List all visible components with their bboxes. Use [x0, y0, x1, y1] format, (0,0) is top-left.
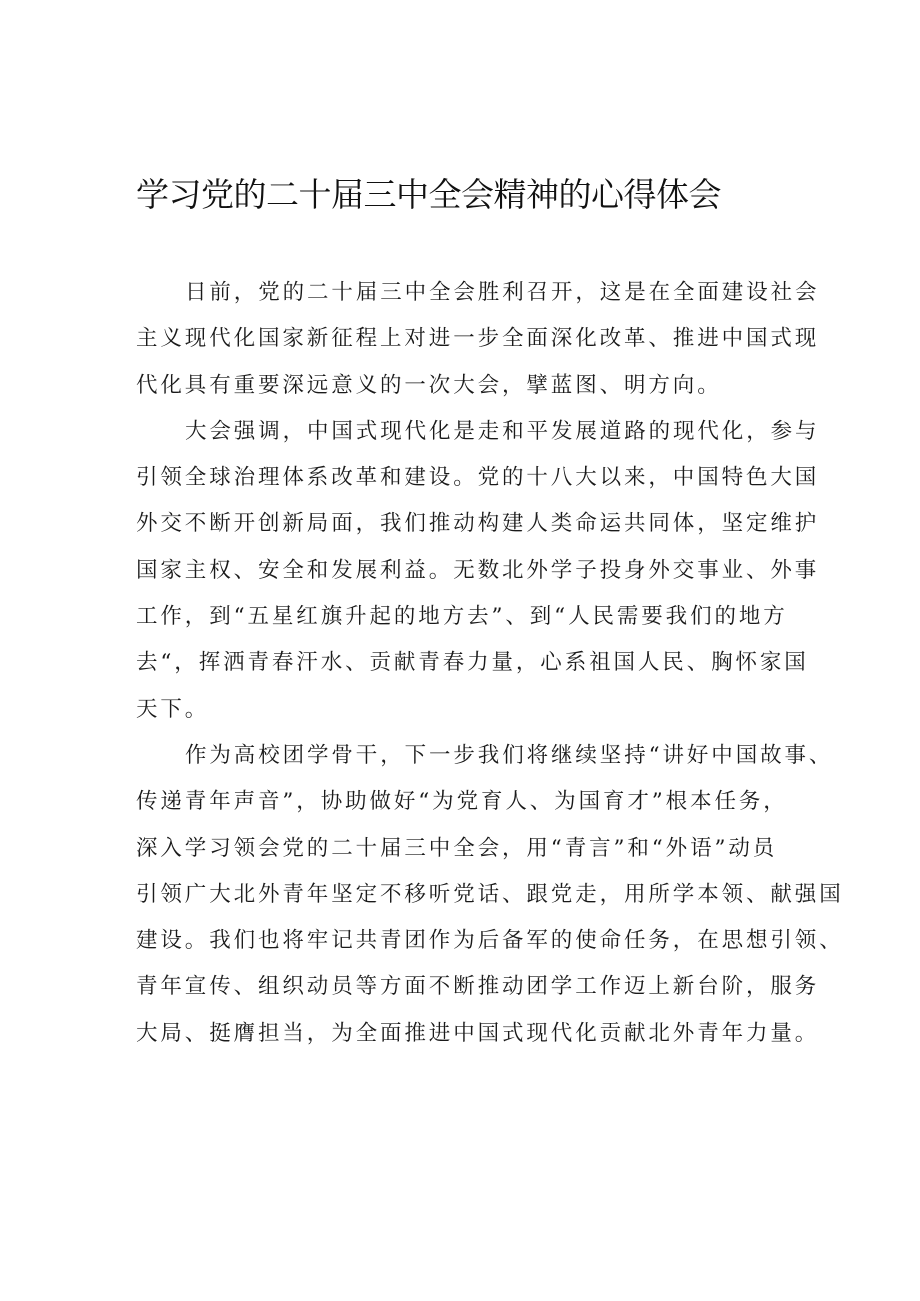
paragraph-line: 代化具有重要深远意义的一次大会，擘蓝图、明方向。: [136, 372, 722, 398]
paragraph-1: [136, 270, 820, 409]
paragraph-line: 大会强调，中国式现代化是走和平发展道路的现代化，参与: [185, 418, 820, 444]
paragraph-line: 国家主权、安全和发展利益。无数北外学子投身外交事业、外事: [136, 557, 820, 583]
paragraph-line: 引领全球治理体系改革和建设。党的十八大以来，中国特色大国: [136, 465, 820, 491]
paragraph-line: 引领广大北外青年坚定不移听党话、跟党走，用所学本领、献强国: [136, 881, 844, 907]
paragraph-line: 作为高校团学骨干，下一步我们将继续坚持“讲好中国故事、: [185, 742, 834, 768]
paragraph-line: 工作，到“五星红旗升起的地方去”、到“人民需要我们的地方: [136, 604, 788, 630]
paragraph-line: 天下。: [136, 696, 210, 722]
paragraph-2: [136, 409, 820, 733]
paragraph-line: 主义现代化国家新征程上对进一步全面深化改革、推进中国式现: [136, 326, 820, 352]
document-body: [136, 270, 844, 1057]
paragraph-3: [136, 733, 844, 1057]
paragraph-line: 建设。我们也将牢记共青团作为后备军的使命任务，在思想引领、: [136, 928, 844, 954]
paragraph-line: 大局、挺膺担当，为全面推进中国式现代化贡献北外青年力量。: [136, 1020, 820, 1046]
document-title: 学习党的二十届三中全会精神的心得体会: [136, 175, 721, 214]
paragraph-line: 日前，党的二十届三中全会胜利召开，这是在全面建设社会: [185, 280, 820, 305]
paragraph-line: 外交不断开创新局面，我们推动构建人类命运共同体，坚定维护: [136, 511, 820, 537]
paragraph-line: 传递青年声音”，协助做好“为党育人、为国育才”根本任务，: [136, 789, 788, 815]
paragraph-line: 深入学习领会党的二十届三中全会，用“青言”和“外语”动员: [136, 835, 778, 861]
paragraph-line: 去“，挥洒青春汗水、贡献青春力量，心系祖国人民、胸怀家国: [136, 650, 809, 676]
paragraph-line: 青年宣传、组织动员等方面不断推动团学工作迈上新台阶，服务: [136, 974, 820, 1000]
